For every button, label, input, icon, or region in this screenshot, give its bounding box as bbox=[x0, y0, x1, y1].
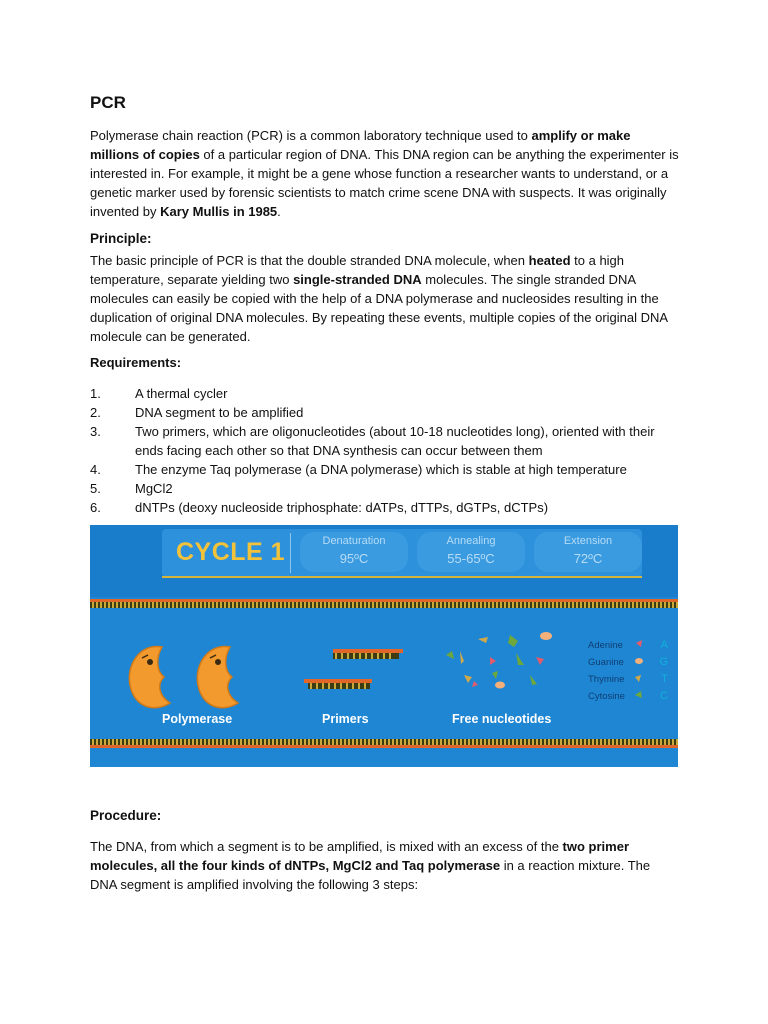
legend-item bbox=[588, 637, 668, 654]
procedure-text-1: The DNA, from which a segment is to be amplified, is mixed with an excess of the bbox=[90, 839, 563, 854]
list-item-text: A thermal cycler bbox=[135, 386, 228, 401]
list-item-number: 5. bbox=[90, 481, 101, 496]
list-item bbox=[90, 460, 680, 479]
page-title: PCR bbox=[90, 93, 126, 112]
list-item-number: 4. bbox=[90, 462, 101, 477]
primers-label: Primers bbox=[322, 712, 369, 726]
list-item bbox=[90, 403, 680, 422]
procedure-paragraph bbox=[90, 837, 680, 894]
list-item-text: DNA segment to be amplified bbox=[135, 405, 304, 420]
step-name: Denaturation bbox=[322, 535, 386, 547]
step-temp: 95ºC bbox=[339, 551, 369, 566]
step-name: Extension bbox=[563, 535, 613, 547]
step-temp: 55-65ºC bbox=[447, 551, 495, 566]
intro-bold-2: Kary Mullis in 1985 bbox=[160, 204, 278, 219]
procedure-heading: Procedure: bbox=[90, 808, 162, 823]
principle-text-1: The basic principle of PCR is that the double stranded DNA molecule, when bbox=[90, 253, 529, 268]
free-nucleotides-label: Free nucleotides bbox=[452, 712, 552, 726]
principle-bold-1: heated bbox=[528, 253, 571, 268]
legend-item-name: Thymine bbox=[588, 674, 625, 685]
list-item-text: Two primers, which are oligonucleotides (about 10-18 nucleotides long), oriented with their ends facing each other so that DNA synthesis can occur between them bbox=[135, 424, 655, 458]
list-item-number: 6. bbox=[90, 500, 101, 515]
legend-item-code: T bbox=[661, 673, 668, 685]
list-item-number: 1. bbox=[90, 386, 101, 401]
cycle-title: CYCLE 1 bbox=[176, 538, 286, 566]
legend-item-code: C bbox=[660, 690, 668, 702]
legend-item-code: G bbox=[659, 656, 668, 668]
requirements-heading: Requirements: bbox=[90, 355, 182, 370]
principle-paragraph bbox=[90, 251, 680, 346]
principle-text-3: molecules. The single stranded DNA molecules can easily be copied with the help of a DNA polymerase and nucleosides resulting in the duplication of original DNA molecules. By repeating these events, multiple copies of the original DNA molecule can be generated. bbox=[90, 272, 668, 344]
intro-bold-1: amplify or make millions of copies bbox=[90, 128, 631, 162]
list-item-text: MgCl2 bbox=[135, 481, 173, 496]
list-item-text: The enzyme Taq polymerase (a DNA polymerase) which is stable at high temperature bbox=[135, 462, 627, 477]
list-item bbox=[90, 422, 680, 460]
procedure-text-2: in a reaction mixture. The DNA segment is amplified involving the following 3 steps: bbox=[90, 858, 651, 892]
intro-text-3: . bbox=[277, 204, 281, 219]
list-item-number: 2. bbox=[90, 405, 101, 420]
procedure-bold-1: two primer molecules, all the four kinds of dNTPs, MgCl2 and Taq polymerase bbox=[90, 839, 630, 873]
polymerase-enzyme-icon bbox=[129, 647, 170, 708]
primer-icon bbox=[304, 679, 372, 689]
list-item-number: 3. bbox=[90, 424, 101, 439]
principle-bold-2: single-stranded DNA bbox=[293, 272, 422, 287]
pcr-cycle-figure bbox=[90, 525, 678, 767]
intro-paragraph bbox=[90, 126, 680, 221]
legend-item bbox=[588, 671, 668, 688]
list-item-text: dNTPs (deoxy nucleoside triphosphate: dATPs, dTTPs, dGTPs, dCTPs) bbox=[135, 500, 549, 515]
step-name: Annealing bbox=[446, 535, 496, 547]
primer-icon bbox=[333, 649, 403, 659]
requirements-list bbox=[90, 384, 680, 517]
legend-item-name: Adenine bbox=[588, 640, 623, 651]
legend-item-name: Guanine bbox=[588, 657, 624, 668]
list-item bbox=[90, 384, 680, 403]
list-item bbox=[90, 498, 680, 517]
step-temp: 72ºC bbox=[573, 551, 603, 566]
polymerase-label: Polymerase bbox=[162, 712, 233, 726]
free-nucleotides-icon bbox=[446, 632, 552, 689]
nucleotide-legend bbox=[588, 637, 668, 705]
legend-item-code: A bbox=[660, 639, 668, 651]
list-item bbox=[90, 479, 680, 498]
principle-heading: Principle: bbox=[90, 231, 152, 246]
legend-item bbox=[588, 688, 668, 705]
principle-text-2: to a high temperature, separate yielding two bbox=[90, 253, 625, 287]
legend-item bbox=[588, 654, 668, 671]
legend-item-name: Cytosine bbox=[588, 691, 625, 702]
polymerase-enzyme-icon bbox=[197, 647, 238, 708]
intro-text-2: of a particular region of DNA. This DNA region can be anything the experimenter is interested in. For example, it might be a gene whose function a researcher wants to understand, or a genetic marker used by forensic scientists to match crime scene DNA with suspects. It was originally invented by bbox=[90, 147, 679, 219]
intro-text-1: Polymerase chain reaction (PCR) is a common laboratory technique used to bbox=[90, 128, 532, 143]
